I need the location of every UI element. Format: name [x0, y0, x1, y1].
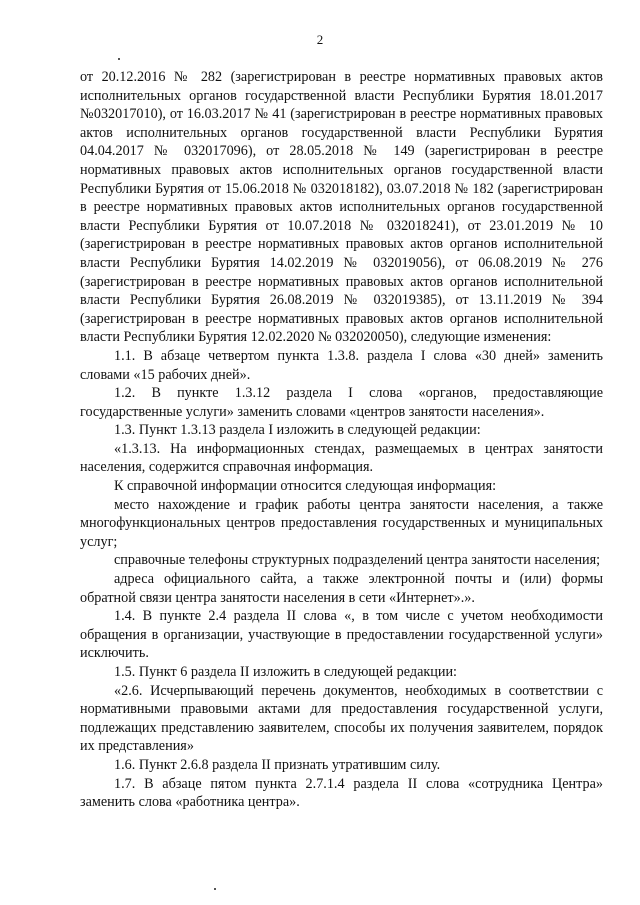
document-body [80, 68, 603, 812]
page-number: 2 [316, 32, 324, 47]
paragraph-phones: справочные телефоны структурных подразделений центра занятости населения; [114, 552, 601, 569]
paragraph-addresses: адреса официального сайта, а также электронной почты и (или) формы обратной связи центра занятости населения в сети «Интернет».». [80, 571, 603, 606]
paragraph-1-3: 1.3. Пункт 1.3.13 раздела I изложить в следующей редакции: [114, 422, 481, 439]
paragraph-1-2: 1.2. В пункте 1.3.12 раздела I слова «органов, предоставляющие государственные услуги» заменить словами «центров занятости населения». [80, 385, 603, 420]
paragraph-1-3-13: «1.3.13. На информационных стендах, размещаемых в центрах занятости населения, содержится справочная информация. [80, 440, 603, 476]
paragraph-1-5: 1.5. Пункт 6 раздела II изложить в следующей редакции: [114, 664, 457, 680]
paragraph-1-7: 1.7. В абзаце пятом пункта 2.7.1.4 раздела II слова «сотрудника Центра» заменить слова «работника центра». [80, 775, 603, 811]
paragraph-1-4: 1.4. В пункте 2.4 раздела II слова «, в том числе с учетом необходимости обращения в организации, участвующие в предоставлении государственной услуги» исключить. [80, 608, 603, 662]
paragraph-intro: от 20.12.2016 № 282 (зарегистрирован в реестре нормативных правовых актов исполнительных органов государственной власти Республики Бурятия 18.01.2017 №032017010), от 16.03.2017 № 41 (зарегистрирован в реестре нормативных правовых актов исполнительных органов государственной власти Республики Бурятия 04.04.2017 № 032017096), от 28.05.2018 № 149 (зарегистрирован в реестре нормативных правовых актов исполнительных органов государственной власти Республики Бурятия от 15.06.2018 № 032018182), 03.07.2018 № 182 (зарегистрирован в реестре нормативных правовых актов исполнительных органов государственной власти Республики Бурятия от 10.07.2018 № 032018241), от 23.01.2019 № 10 (зарегистрирован в реестре нормативных правовых актов органов исполнительной власти Республики Бурятия 14.02.2019 № 032019056), от 06.08.2019 № 276 (зарегистрирован в реестре нормативных правовых актов органов исполнительной власти Республики Бурятия 26.08.2019 № 032019385), от 13.11.2019 № 394 (зарегистрирован в реестре нормативных правовых актов органов исполнительной власти Республики Бурятия 12.02.2020 № 032020050), следующие изменения: [80, 69, 603, 346]
paragraph-location: место нахождение и график работы центра занятости населения, а также многофункциональных центров предоставления государственных и муниципальных услуг; [80, 496, 603, 550]
paragraph-reference-info: К справочной информации относится следующая информация: [114, 478, 497, 495]
paragraph-1-1: 1.1. В абзаце четвертом пункта 1.3.8. раздела I слова «30 дней» заменить словами «15 рабочих дней». [80, 347, 603, 383]
paragraph-1-6: 1.6. Пункт 2.6.8 раздела II признать утратившим силу. [114, 756, 441, 773]
scan-speck [118, 58, 120, 60]
paragraph-2-6: «2.6. Исчерпывающий перечень документов, необходимых в соответствии с нормативными правовыми актами для предоставления государственной услуги, подлежащих представлению заявителем, способы их получения заявителем, порядок их представления» [80, 682, 603, 755]
scan-speck [214, 888, 216, 890]
